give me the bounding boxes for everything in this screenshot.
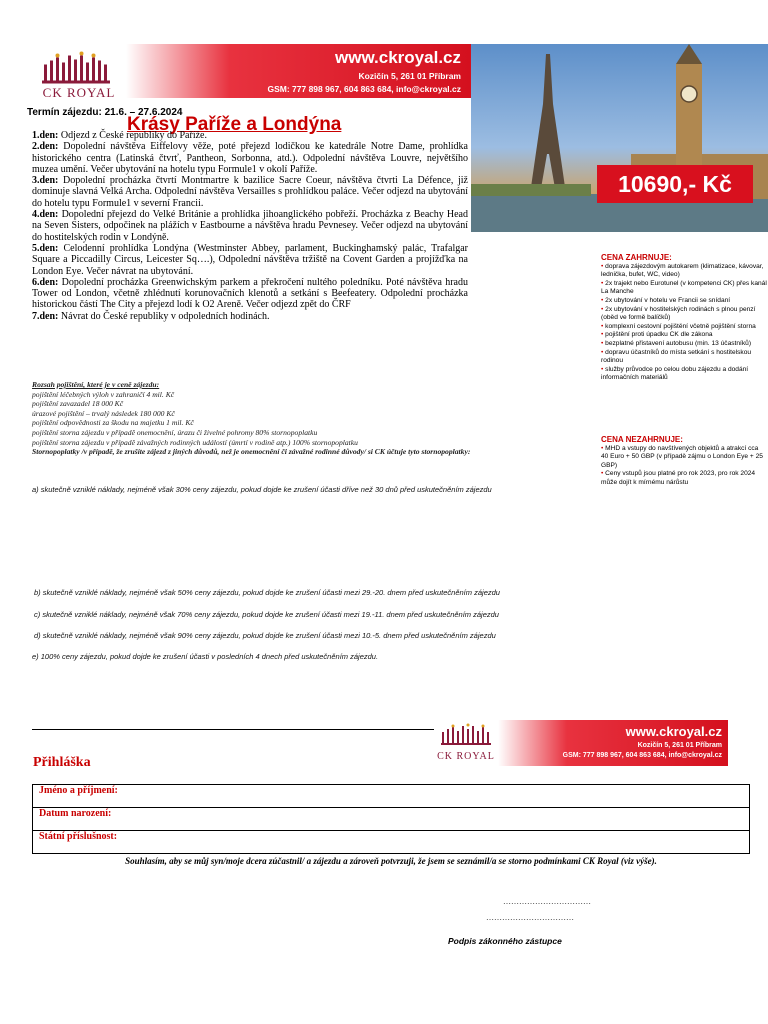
address: Kozičín 5, 261 01 Příbram: [358, 71, 461, 81]
name-label: Jméno a příjmení:: [39, 785, 118, 796]
itinerary-day: 7.den: Návrat do České republiky v odpoledních hodinách.: [32, 310, 270, 322]
itinerary-day: 6.den: Dopolední procházka Greenwichským parkem a překročení nultého poledníku. Poté návštěva hradu Tower od London, včetně zhlédnutí korunovačních klenotů a setkání s Beefeatery. Odpolední procházka historickou částí The City a přejezd lodí k O2 Areně. Večer odjezd zpět do ČRF: [32, 276, 468, 311]
price-excludes: [601, 436, 767, 488]
insurance-line: pojištění storna zájezdu v případě onemocnění, úrazu či živelné pohromy 80% stornopoplatku: [32, 427, 318, 437]
signature-label: Podpis zákonného zástupce: [448, 936, 562, 946]
list-item: • 2x ubytování v hotelu ve Francii se snídaní: [601, 296, 731, 304]
nationality-label: Státní příslušnost:: [39, 831, 118, 842]
trip-title: Krásy Paříže a Londýna: [127, 114, 342, 135]
price-includes-heading: CENA ZAHRNUJE:: [601, 253, 672, 262]
consent-text: Souhlasím, aby se můj syn/moje dcera zúčastnil/ a zájezdu a zároveň potvrzuji, že jsem se seznámil/a se storno podmínkami CK Royal (viz výše).: [125, 856, 657, 866]
header-banner: [126, 44, 471, 98]
name-field[interactable]: [33, 785, 750, 808]
list-item: • 2x ubytování v hostitelských rodinách s plnou penzí (oběd ve formě balíčků): [601, 305, 756, 322]
itinerary: [32, 130, 468, 322]
birthdate-field[interactable]: [33, 808, 750, 831]
contact-gsm: GSM: 777 898 967, 604 863 684, info@ckroyal.cz: [267, 84, 461, 94]
website-link[interactable]: www.ckroyal.cz: [335, 48, 461, 67]
insurance-line: pojištění storna zájezdu v případě závažných rodinných událostí (úmrtí v rodině atp.) 100% stornopoplatku: [32, 437, 358, 447]
landmarks-illustration: [471, 44, 768, 232]
divider: [32, 729, 434, 730]
itinerary-day: 5.den: Celodenní prohlídka Londýna (Westminster Abbey, parlament, Buckinghamský palác, Trafalgar Square a Piccadilly Circus, Leicester Sq….), Odpolední návštěva tržiště na Covent Garden a projížďka na London Eye. Večer návrat na ubytování.: [32, 242, 468, 277]
list-item: • pojištění proti úpadku CK dle zákona: [601, 331, 713, 339]
contact-gsm: GSM: 777 898 967, 604 863 684, info@ckroyal.cz: [562, 752, 722, 759]
price-badge: 10690,- Kč: [597, 165, 753, 203]
itinerary-day: 3.den: Dopolední procházka čtvrtí Montmartre k bazilice Sacre Coeur, návštěva čtvrti La Défence, již dominuje slavná Velká Archa. Odpolední návštěva Versailles s prohlídkou paláce. Večer odjezd na ubytování do hotelu typu Formule1 v severní Francii.: [32, 175, 468, 209]
insurance-line: pojištění léčebných výloh v zahraničí 4 mil. Kč: [32, 389, 175, 399]
storno-item: e) 100% ceny zájezdu, pokud dojde ke zrušení účasti v posledních 4 dnech před uskutečněním zájezdu.: [32, 652, 379, 661]
price-includes: [601, 254, 767, 383]
list-item: • komplexní cestovní pojištění včetně pojištění storna: [601, 322, 756, 330]
insurance-section: [32, 380, 592, 457]
storno-item: b) skutečně vzniklé náklady, nejméně však 50% ceny zájezdu, pokud dojde ke zrušení účasti mezi 29.-20. dnem před uskutečněním zájezdu: [34, 588, 500, 597]
storno-item: a) skutečně vzniklé náklady, nejméně však 30% ceny zájezdu, pokud dojde ke zrušení účasti dříve než 30 dnů před uskutečněním zájezdu: [32, 485, 492, 494]
insurance-line: pojištění zavazadel 18 000 Kč: [32, 399, 124, 409]
logo-text-small: CK ROYAL: [437, 751, 495, 762]
storno-item: c) skutečně vzniklé náklady, nejméně však 70% ceny zájezdu, pokud dojde ke zrušení účasti mezi 19.-11. dnem před uskutečněním zájezdu: [34, 610, 499, 619]
application-form: [32, 784, 750, 854]
birthdate-label: Datum narození:: [39, 808, 112, 819]
nationality-field[interactable]: [33, 831, 750, 854]
insurance-heading: Rozsah pojištění, které je v ceně zájezdu:: [32, 380, 160, 389]
logo-text: CK ROYAL: [42, 85, 116, 100]
list-item: • služby průvodce po celou dobu zájezdu a dodání informačních materiálů: [601, 365, 749, 382]
list-item: • Ceny vstupů jsou platné pro rok 2023, pro rok 2024 může dojít k mírnému nárůstu: [601, 470, 756, 486]
footer-banner: [498, 720, 728, 766]
itinerary-day: 2.den: Dopolední návštěva Eiffelovy věže, poté přejezd lodičkou ke katedrále Notre Dame, prohlídka historického centra (Latinská čtvrť, Pantheon, Sorbonna, atd.). Odpolední návštěva Louvre, největšího muzea umění. Večer ubytování na hotelu typu Formule1 v okolí Paříže.: [32, 141, 468, 175]
list-item: • bezplatné přistavení autobusu (min. 13 účastníků): [601, 339, 752, 347]
list-item: • doprava zájezdovým autokarem (klimatizace, kávovar, lednička, bufet, WC, video): [601, 262, 764, 279]
list-item: • dopravu účastníků do místa setkání s hostitelskou rodinou: [601, 348, 752, 365]
storno-item: d) skutečně vzniklé náklady, nejméně však 90% ceny zájezdu, pokud dojde ke zrušení účasti mezi 10.-5. dnem před uskutečněním zájezdu: [34, 631, 496, 640]
storno-heading: Stornopoplatky /v případě, že zrušíte zájezd z jiných důvodů, než je onemocnění či závažné rodinné důvody/ si CK účtuje tyto stornopoplatky:: [32, 447, 471, 457]
address: Kozičín 5, 261 01 Příbram: [637, 742, 722, 749]
signature-line: ……………………………: [503, 897, 591, 906]
insurance-line: úrazové pojištění – trvalý následek 180 000 Kč: [32, 408, 175, 418]
website-link[interactable]: www.ckroyal.cz: [625, 724, 722, 739]
form-title: Přihláška: [33, 755, 91, 770]
list-item: • MHD a vstupy do navštívených objektů a atrakcí cca 40 Euro + 50 GBP (v případě zájmu o London Eye + 25 GBP): [601, 444, 763, 469]
paris-london-photo: [471, 44, 768, 232]
trip-term: Termín zájezdu: 21.6. – 27.6.2024: [27, 107, 183, 118]
price-excludes-heading: CENA NEZAHRNUJE:: [601, 435, 683, 444]
insurance-line: pojištění odpovědnosti za škodu na majetku 1 mil. Kč: [32, 418, 194, 428]
list-item: • 2x trajekt nebo Eurotunel (v kompetenci CK) přes kanál La Manche: [601, 279, 767, 296]
signature-line: ……………………………: [486, 913, 574, 922]
itinerary-day: 1.den: Odjezd z České republiky do Paříže.: [32, 130, 207, 141]
itinerary-day: 4.den: Dopolední přejezd do Velké Británie a prohlídka jihoanglického pobřeží. Procházka z Beachy Head na Seven Sisters, odpočinek na plážích v Eastbourne a návštěva hradu Pevnesey. Večer odjezd na ubytování do hostitelských rodin v Londýně.: [32, 209, 468, 243]
